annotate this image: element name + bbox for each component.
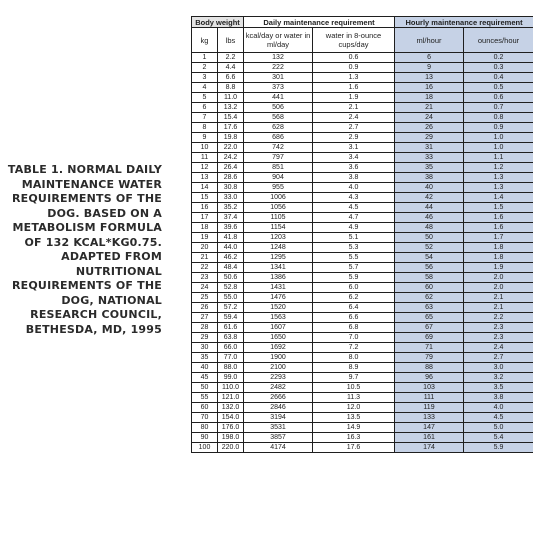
table-cell: 21 [192, 253, 218, 263]
table-row [192, 183, 533, 193]
table-row [192, 243, 533, 253]
table-cell: 2.3 [464, 323, 533, 333]
table-cell: 63.8 [218, 333, 244, 343]
table-cell: 2 [192, 63, 218, 73]
table-cell: 7 [192, 113, 218, 123]
table-cell: 121.0 [218, 393, 244, 403]
table-cell: 2.2 [218, 53, 244, 63]
table-cell: 41.8 [218, 233, 244, 243]
table-cell: 1.6 [313, 83, 395, 93]
table-cell: 111 [395, 393, 464, 403]
table-row [192, 53, 533, 63]
table-cell: 38 [395, 173, 464, 183]
table-cell: 1.6 [464, 213, 533, 223]
table-cell: 2.4 [464, 343, 533, 353]
table-row [192, 323, 533, 333]
table-cell: 5.9 [313, 273, 395, 283]
table-row [192, 193, 533, 203]
table-cell: 1.2 [464, 163, 533, 173]
table-cell: 71 [395, 343, 464, 353]
table-cell: 0.9 [464, 123, 533, 133]
table-row [192, 63, 533, 73]
table-cell: 0.8 [464, 113, 533, 123]
table-cell: 0.7 [464, 103, 533, 113]
table-cell: 17 [192, 213, 218, 223]
table-cell: 154.0 [218, 413, 244, 423]
table-row [192, 343, 533, 353]
table-cell: 44.0 [218, 243, 244, 253]
table-row [192, 313, 533, 323]
water-requirement-table-container [191, 16, 533, 453]
table-cell: 39.6 [218, 223, 244, 233]
table-cell: 133 [395, 413, 464, 423]
table-cell: 2.9 [313, 133, 395, 143]
group-header-hourly: Hourly maintenance requirement [395, 17, 533, 28]
table-cell: 441 [244, 93, 313, 103]
table-cell: 6.2 [313, 293, 395, 303]
table-cell: 46 [395, 213, 464, 223]
table-cell: 22 [192, 263, 218, 273]
table-cell: 1386 [244, 273, 313, 283]
table-cell: 16.3 [313, 433, 395, 443]
table-cell: 24 [192, 283, 218, 293]
table-cell: 1650 [244, 333, 313, 343]
table-cell: 67 [395, 323, 464, 333]
table-cell: 13.2 [218, 103, 244, 113]
table-cell: 2.1 [464, 293, 533, 303]
table-cell: 1.8 [464, 243, 533, 253]
table-cell: 506 [244, 103, 313, 113]
table-cell: 6.6 [218, 73, 244, 83]
table-cell: 9 [192, 133, 218, 143]
table-cell: 2666 [244, 393, 313, 403]
table-row [192, 223, 533, 233]
table-cell: 9.7 [313, 373, 395, 383]
table-row [192, 373, 533, 383]
table-cell: 35.2 [218, 203, 244, 213]
table-cell: 13 [395, 73, 464, 83]
table-cell: 8 [192, 123, 218, 133]
table-row [192, 213, 533, 223]
table-cell: 742 [244, 143, 313, 153]
table-cell: 6 [192, 103, 218, 113]
table-cell: 0.6 [464, 93, 533, 103]
table-cell: 44 [395, 203, 464, 213]
table-cell: 110.0 [218, 383, 244, 393]
table-cell: 2.7 [313, 123, 395, 133]
table-cell: 1692 [244, 343, 313, 353]
table-cell: 48 [395, 223, 464, 233]
table-cell: 161 [395, 433, 464, 443]
table-body [192, 53, 533, 453]
table-cell: 3.8 [464, 393, 533, 403]
table-cell: 88 [395, 363, 464, 373]
table-cell: 5.0 [464, 423, 533, 433]
column-header-kcal-day: kcal/day or water in ml/day [244, 28, 313, 53]
table-cell: 1.1 [464, 153, 533, 163]
table-cell: 1154 [244, 223, 313, 233]
table-cell: 4.3 [313, 193, 395, 203]
table-cell: 55 [192, 393, 218, 403]
table-row [192, 173, 533, 183]
table-cell: 0.4 [464, 73, 533, 83]
table-cell: 22.0 [218, 143, 244, 153]
table-cell: 26.4 [218, 163, 244, 173]
table-cell: 15.4 [218, 113, 244, 123]
table-row [192, 403, 533, 413]
table-cell: 2.0 [464, 283, 533, 293]
table-cell: 14 [192, 183, 218, 193]
table-cell: 19 [192, 233, 218, 243]
table-cell: 1431 [244, 283, 313, 293]
table-cell: 2846 [244, 403, 313, 413]
table-cell: 3 [192, 73, 218, 83]
table-row [192, 383, 533, 393]
table-cell: 70 [192, 413, 218, 423]
column-header-ml-hour: ml/hour [395, 28, 464, 53]
table-cell: 33 [395, 153, 464, 163]
table-cell: 176.0 [218, 423, 244, 433]
group-header-daily: Daily maintenance requirement [244, 17, 395, 28]
table-cell: 30 [192, 343, 218, 353]
table-cell: 222 [244, 63, 313, 73]
table-row [192, 363, 533, 373]
table-cell: 80 [192, 423, 218, 433]
table-row [192, 303, 533, 313]
table-cell: 5.1 [313, 233, 395, 243]
table-cell: 63 [395, 303, 464, 313]
table-cell: 55.0 [218, 293, 244, 303]
table-cell: 11.0 [218, 93, 244, 103]
table-cell: 56 [395, 263, 464, 273]
table-cell: 59.4 [218, 313, 244, 323]
table-cell: 2293 [244, 373, 313, 383]
table-cell: 2.3 [464, 333, 533, 343]
table-cell: 1.6 [464, 223, 533, 233]
table-cell: 35 [395, 163, 464, 173]
table-cell: 2.2 [464, 313, 533, 323]
table-cell: 18 [395, 93, 464, 103]
table-row [192, 423, 533, 433]
table-cell: 174 [395, 443, 464, 453]
table-cell: 373 [244, 83, 313, 93]
table-cell: 628 [244, 123, 313, 133]
table-cell: 797 [244, 153, 313, 163]
table-row [192, 163, 533, 173]
table-cell: 31 [395, 143, 464, 153]
table-cell: 3.6 [313, 163, 395, 173]
table-cell: 14.9 [313, 423, 395, 433]
table-cell: 7.2 [313, 343, 395, 353]
table-cell: 4.7 [313, 213, 395, 223]
table-row [192, 413, 533, 423]
table-cell: 60 [192, 403, 218, 413]
table-cell: 1341 [244, 263, 313, 273]
table-cell: 2.1 [313, 103, 395, 113]
table-cell: 50 [395, 233, 464, 243]
table-cell: 50 [192, 383, 218, 393]
table-cell: 90 [192, 433, 218, 443]
table-row [192, 93, 533, 103]
table-cell: 18 [192, 223, 218, 233]
table-cell: 52.8 [218, 283, 244, 293]
table-cell: 198.0 [218, 433, 244, 443]
table-cell: 3857 [244, 433, 313, 443]
table-row [192, 333, 533, 343]
table-cell: 1.9 [464, 263, 533, 273]
table-cell: 11.3 [313, 393, 395, 403]
table-row [192, 133, 533, 143]
table-cell: 8.8 [218, 83, 244, 93]
table-cell: 0.2 [464, 53, 533, 63]
table-cell: 57.2 [218, 303, 244, 313]
table-row [192, 73, 533, 83]
table-cell: 5.5 [313, 253, 395, 263]
table-cell: 66.0 [218, 343, 244, 353]
table-cell: 1.0 [464, 143, 533, 153]
table-cell: 1476 [244, 293, 313, 303]
table-cell: 48.4 [218, 263, 244, 273]
table-cell: 955 [244, 183, 313, 193]
table-cell: 103 [395, 383, 464, 393]
table-cell: 88.0 [218, 363, 244, 373]
table-cell: 69 [395, 333, 464, 343]
table-cell: 58 [395, 273, 464, 283]
table-cell: 13.5 [313, 413, 395, 423]
table-cell: 17.6 [218, 123, 244, 133]
table-cell: 1105 [244, 213, 313, 223]
table-cell: 568 [244, 113, 313, 123]
table-cell: 4174 [244, 443, 313, 453]
table-row [192, 433, 533, 443]
table-cell: 16 [395, 83, 464, 93]
table-cell: 6 [395, 53, 464, 63]
table-cell: 2.4 [313, 113, 395, 123]
table-cell: 37.4 [218, 213, 244, 223]
table-row [192, 123, 533, 133]
table-cell: 4 [192, 83, 218, 93]
table-cell: 1.9 [313, 93, 395, 103]
table-cell: 3.4 [313, 153, 395, 163]
table-cell: 1563 [244, 313, 313, 323]
table-cell: 132.0 [218, 403, 244, 413]
table-cell: 50.6 [218, 273, 244, 283]
table-cell: 13 [192, 173, 218, 183]
table-cell: 99.0 [218, 373, 244, 383]
table-row [192, 103, 533, 113]
table-cell: 5.7 [313, 263, 395, 273]
table-cell: 65 [395, 313, 464, 323]
table-cell: 8.9 [313, 363, 395, 373]
table-cell: 100 [192, 443, 218, 453]
table-cell: 1006 [244, 193, 313, 203]
table-row [192, 233, 533, 243]
table-cell: 12 [192, 163, 218, 173]
table-cell: 16 [192, 203, 218, 213]
table-cell: 851 [244, 163, 313, 173]
table-cell: 12.0 [313, 403, 395, 413]
table-cell: 1203 [244, 233, 313, 243]
table-cell: 5.4 [464, 433, 533, 443]
table-cell: 1.8 [464, 253, 533, 263]
table-cell: 33.0 [218, 193, 244, 203]
column-header-ounces-hour: ounces/hour [464, 28, 533, 53]
table-cell: 40 [395, 183, 464, 193]
table-cell: 4.0 [464, 403, 533, 413]
table-cell: 20 [192, 243, 218, 253]
table-cell: 17.6 [313, 443, 395, 453]
table-row [192, 443, 533, 453]
table-cell: 4.9 [313, 223, 395, 233]
table-cell: 3.0 [464, 363, 533, 373]
table-cell: 79 [395, 353, 464, 363]
table-cell: 21 [395, 103, 464, 113]
table-cell: 1.3 [464, 173, 533, 183]
table-cell: 7.0 [313, 333, 395, 343]
table-cell: 2482 [244, 383, 313, 393]
table-cell: 5.3 [313, 243, 395, 253]
table-cell: 15 [192, 193, 218, 203]
table-cell: 96 [395, 373, 464, 383]
table-cell: 5.9 [464, 443, 533, 453]
table-cell: 5 [192, 93, 218, 103]
table-cell: 3.5 [464, 383, 533, 393]
table-cell: 35 [192, 353, 218, 363]
table-cell: 10.5 [313, 383, 395, 393]
table-cell: 10 [192, 143, 218, 153]
table-cell: 301 [244, 73, 313, 83]
table-cell: 1056 [244, 203, 313, 213]
table-cell: 26 [395, 123, 464, 133]
table-row [192, 353, 533, 363]
table-cell: 6.6 [313, 313, 395, 323]
table-cell: 46.2 [218, 253, 244, 263]
table-cell: 61.6 [218, 323, 244, 333]
table-cell: 2.0 [464, 273, 533, 283]
table-cell: 220.0 [218, 443, 244, 453]
table-cell: 3531 [244, 423, 313, 433]
table-row [192, 263, 533, 273]
table-cell: 6.0 [313, 283, 395, 293]
table-cell: 40 [192, 363, 218, 373]
table-cell: 6.4 [313, 303, 395, 313]
table-row [192, 83, 533, 93]
table-cell: 4.4 [218, 63, 244, 73]
table-row [192, 293, 533, 303]
table-cell: 0.6 [313, 53, 395, 63]
table-cell: 42 [395, 193, 464, 203]
table-cell: 0.9 [313, 63, 395, 73]
table-cell: 3.2 [464, 373, 533, 383]
table-cell: 25 [192, 293, 218, 303]
table-cell: 6.8 [313, 323, 395, 333]
table-row [192, 273, 533, 283]
table-cell: 4.5 [313, 203, 395, 213]
table-row [192, 113, 533, 123]
table-cell: 1.7 [464, 233, 533, 243]
table-cell: 60 [395, 283, 464, 293]
group-header-body-weight: Body weight [192, 17, 244, 28]
table-cell: 2100 [244, 363, 313, 373]
table-cell: 52 [395, 243, 464, 253]
table-cell: 28 [192, 323, 218, 333]
table-cell: 1.3 [313, 73, 395, 83]
column-header-kg: kg [192, 28, 218, 53]
table-cell: 26 [192, 303, 218, 313]
table-cell: 2.1 [464, 303, 533, 313]
table-row [192, 203, 533, 213]
column-header-lbs: lbs [218, 28, 244, 53]
table-cell: 29 [192, 333, 218, 343]
table-row [192, 283, 533, 293]
table-cell: 119 [395, 403, 464, 413]
table-cell: 1520 [244, 303, 313, 313]
table-cell: 45 [192, 373, 218, 383]
table-cell: 4.0 [313, 183, 395, 193]
table-cell: 1.3 [464, 183, 533, 193]
table-cell: 23 [192, 273, 218, 283]
table-cell: 1607 [244, 323, 313, 333]
table-cell: 30.8 [218, 183, 244, 193]
table-cell: 28.6 [218, 173, 244, 183]
table-cell: 54 [395, 253, 464, 263]
table-caption: TABLE 1. NORMAL DAILY MAINTENANCE WATER REQUIREMENTS OF THE DOG. BASED ON A METABOLISM FORMULA OF 132 KCAL*KG0.75. ADAPTED FROM NUTRITIONAL REQUIREMENTS OF THE DOG, NATIONAL RESEARCH COUNCIL, BETHESDA, MD, 1995 [7, 163, 162, 336]
table-cell: 147 [395, 423, 464, 433]
table-cell: 9 [395, 63, 464, 73]
table-cell: 1900 [244, 353, 313, 363]
table-cell: 3.8 [313, 173, 395, 183]
table-cell: 686 [244, 133, 313, 143]
table-cell: 1.4 [464, 193, 533, 203]
table-cell: 27 [192, 313, 218, 323]
table-cell: 0.3 [464, 63, 533, 73]
column-header-cups-day: water in 8-ounce cups/day [313, 28, 395, 53]
table-cell: 4.5 [464, 413, 533, 423]
table-cell: 1248 [244, 243, 313, 253]
table-cell: 62 [395, 293, 464, 303]
table-cell: 1295 [244, 253, 313, 263]
water-requirement-table [191, 16, 533, 453]
table-cell: 11 [192, 153, 218, 163]
table-row [192, 253, 533, 263]
table-cell: 0.5 [464, 83, 533, 93]
table-cell: 24.2 [218, 153, 244, 163]
table-cell: 1 [192, 53, 218, 63]
table-cell: 29 [395, 133, 464, 143]
table-cell: 24 [395, 113, 464, 123]
table-row [192, 153, 533, 163]
table-cell: 904 [244, 173, 313, 183]
table-cell: 19.8 [218, 133, 244, 143]
table-cell: 132 [244, 53, 313, 63]
table-row [192, 143, 533, 153]
table-cell: 77.0 [218, 353, 244, 363]
table-cell: 3.1 [313, 143, 395, 153]
table-cell: 8.0 [313, 353, 395, 363]
table-cell: 1.5 [464, 203, 533, 213]
table-cell: 3194 [244, 413, 313, 423]
table-cell: 2.7 [464, 353, 533, 363]
table-row [192, 393, 533, 403]
table-cell: 1.0 [464, 133, 533, 143]
